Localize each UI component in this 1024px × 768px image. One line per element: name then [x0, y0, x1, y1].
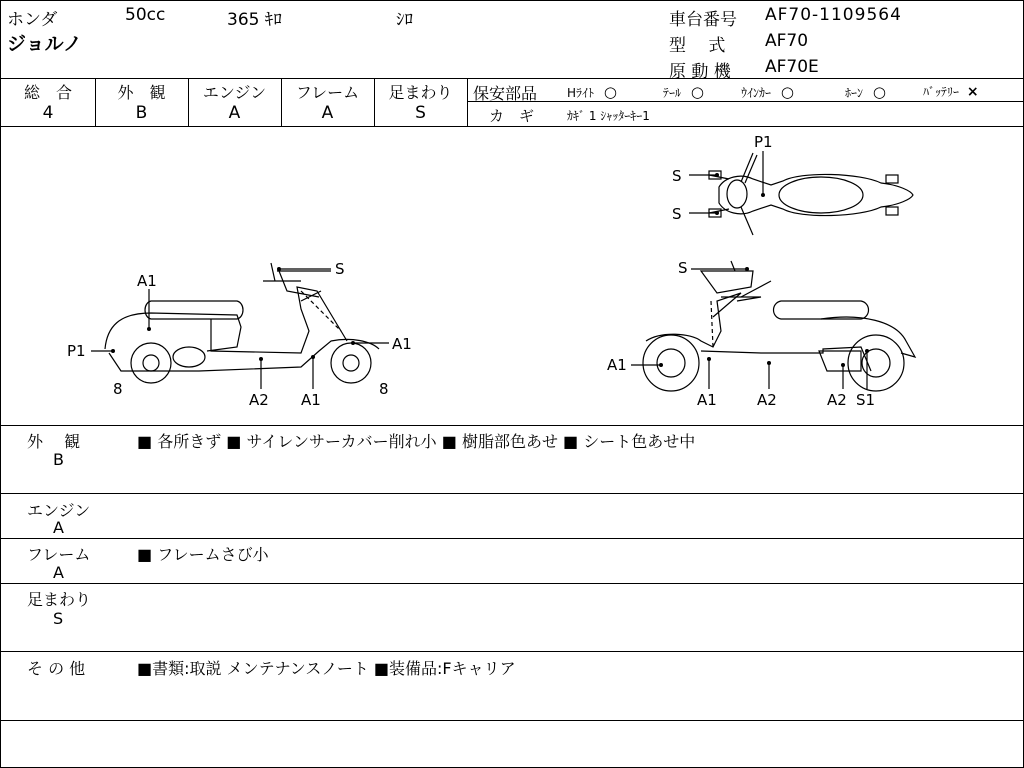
- right-label-a1-front: A1: [607, 356, 627, 374]
- left-label-a1-seat: A1: [137, 272, 157, 290]
- left-label-p1: P1: [67, 342, 86, 360]
- left-label-8-front: 8: [379, 380, 389, 398]
- key-value: ｶｷﾞ 1 ｼｬｯﾀｰｷｰ1: [567, 109, 650, 123]
- engine-label: 原 動 機: [669, 62, 731, 82]
- scooter-top-view: [709, 153, 913, 235]
- engine-value: AF70E: [765, 57, 819, 77]
- grade-suspension-label: 足まわり: [388, 83, 453, 102]
- note-frame-text: ■ フレームさび小: [137, 545, 269, 564]
- note-suspension-grade: S: [53, 609, 64, 628]
- right-label-s: S: [678, 259, 688, 277]
- type-value: AF70: [765, 31, 809, 51]
- note-frame-label: フレーム: [27, 545, 91, 564]
- safety-item-horn: ﾎｰﾝ ○: [845, 83, 886, 101]
- note-other-text: ■書類:取説 メンテナンスノート ■装備品:Fキャリア: [137, 659, 516, 678]
- note-other-label: そ の 他: [27, 659, 86, 678]
- safety-item-tail: ﾃｰﾙ ○: [663, 83, 704, 101]
- frame-no-label: 車台番号: [669, 10, 737, 30]
- grade-suspension-value: S: [415, 103, 426, 123]
- key-label: カ ギ: [489, 107, 535, 125]
- safety-label: 保安部品: [473, 84, 538, 103]
- displacement: 50cc: [125, 5, 166, 25]
- type-label: 型 式: [669, 36, 726, 56]
- frame-no: AF70-1109564: [765, 5, 902, 25]
- grade-overall-value: 4: [42, 103, 54, 123]
- grade-exterior-value: B: [135, 103, 148, 123]
- color: ｼﾛ: [396, 10, 413, 30]
- scooter-right-view: [643, 261, 915, 391]
- left-label-8-rear: 8: [113, 380, 123, 398]
- right-label-a2: A2: [757, 391, 777, 409]
- note-engine-label: エンジン: [27, 501, 91, 520]
- grade-frame-value: A: [321, 103, 334, 123]
- left-label-s: S: [335, 260, 345, 278]
- maker: ホンダ: [7, 10, 58, 30]
- battery-mark: ×: [966, 84, 979, 100]
- horn-mark: ○: [872, 83, 886, 101]
- top-label-p1: P1: [754, 133, 773, 151]
- grade-overall-label: 総 合: [23, 83, 72, 102]
- note-frame-grade: A: [53, 563, 64, 582]
- grade-engine-value: A: [228, 103, 241, 123]
- note-engine-grade: A: [53, 518, 64, 537]
- safety-item-battery: ﾊﾞｯﾃﾘｰ ×: [923, 84, 979, 100]
- model-name: ジョルノ: [7, 33, 82, 55]
- note-exterior-text: ■ 各所きず ■ サイレンサーカバー削れ小 ■ 樹脂部色あせ ■ シート色あせ中: [137, 432, 696, 451]
- right-label-a1-floor: A1: [697, 391, 717, 409]
- note-suspension-label: 足まわり: [27, 590, 92, 609]
- safety-item-headlight: Hﾗｲﾄ ○: [567, 83, 617, 101]
- left-label-a1-front: A1: [392, 335, 412, 353]
- note-exterior-label: 外 観: [27, 432, 81, 451]
- top-label-s-upper: S: [672, 167, 682, 185]
- grade-frame-label: フレーム: [295, 83, 360, 102]
- grade-engine-label: エンジン: [202, 83, 267, 102]
- mileage: 365 ｷﾛ: [227, 10, 282, 30]
- right-label-a2-rear: A2: [827, 391, 847, 409]
- grade-exterior-label: 外 観: [117, 83, 166, 102]
- left-label-a1-floor: A1: [301, 391, 321, 409]
- left-label-a2: A2: [249, 391, 269, 409]
- tail-mark: ○: [690, 83, 704, 101]
- note-exterior-grade: B: [53, 450, 64, 469]
- top-label-s-lower: S: [672, 205, 682, 223]
- right-label-s1: S1: [856, 391, 876, 409]
- headlight-mark: ○: [603, 83, 617, 101]
- damage-diagram: [1, 127, 1023, 425]
- safety-item-winker: ｳｲﾝｶｰ ○: [741, 83, 794, 101]
- winker-mark: ○: [780, 83, 794, 101]
- leader-lines: [91, 151, 867, 389]
